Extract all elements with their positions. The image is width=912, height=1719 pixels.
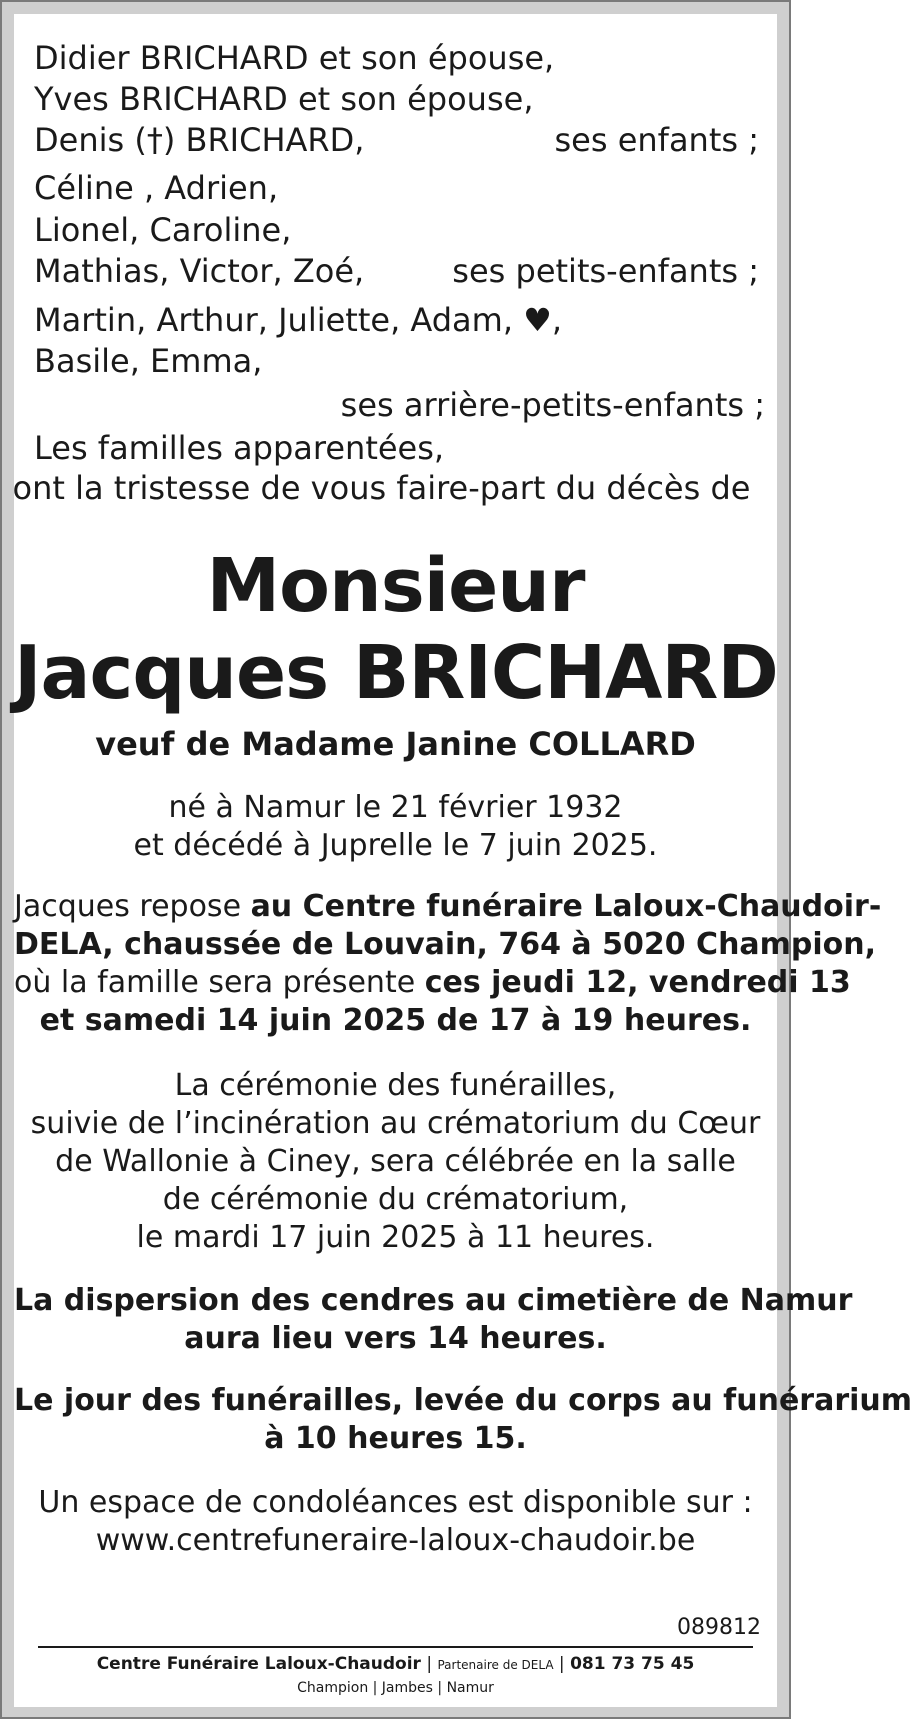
footer-locations: Champion | Jambes | Namur [297, 1680, 494, 1696]
departure-line-1: Le jour des funérailles, levée du corps au funérarium [14, 1383, 912, 1418]
grandchildren-label: ses petits-enfants ; [452, 252, 759, 290]
footer-separator-2: | [553, 1654, 571, 1674]
ceremony-line-1: La cérémonie des funérailles, [174, 1068, 617, 1103]
family-line-4: Céline , Adrien, [34, 169, 279, 207]
ceremony-line-2: suivie de l’incinération au crématorium du Cœur [30, 1106, 761, 1141]
ceremony-line-3: de Wallonie à Ciney, sera célébrée en la salle [55, 1144, 736, 1179]
visitation-line-1 [14, 888, 882, 926]
family-line-3: Denis (†) BRICHARD, [34, 121, 365, 159]
deceased-title: Monsieur [206, 543, 585, 629]
children-label: ses enfants ; [554, 121, 759, 159]
deceased-name: Jacques BRICHARD [14, 630, 778, 716]
footer-phone: 081 73 75 45 [570, 1654, 695, 1674]
dispersion-line-1: La dispersion des cendres au cimetière de Namur [14, 1283, 853, 1318]
departure-line-2: à 10 heures 15. [264, 1421, 527, 1456]
footer-company: Centre Funéraire Laloux-Chaudoir [96, 1654, 421, 1674]
birth-line: né à Namur le 21 février 1932 [168, 790, 623, 825]
footer-divider [38, 1646, 753, 1648]
condolences-line: Un espace de condoléances est disponible sur : [38, 1485, 753, 1520]
condolences-url[interactable]: www.centrefuneraire-laloux-chaudoir.be [95, 1523, 696, 1558]
family-line-7: Martin, Arthur, Juliette, Adam, ♥, [34, 301, 563, 339]
notice-reference: 089812 [677, 1615, 761, 1640]
visitation-line-2: DELA, chaussée de Louvain, 764 à 5020 Champion, [14, 927, 877, 962]
great-grandchildren-label: ses arrière-petits-enfants ; [340, 386, 765, 424]
family-line-6: Mathias, Victor, Zoé, [34, 252, 365, 290]
death-line: et décédé à Juprelle le 7 juin 2025. [133, 828, 658, 863]
ceremony-line-4: de cérémonie du crématorium, [162, 1182, 629, 1217]
announcement-intro: ont la tristesse de vous faire-part du décès de [12, 469, 751, 507]
family-line-1: Didier BRICHARD et son épouse, [34, 39, 555, 77]
family-line-8: Basile, Emma, [34, 342, 263, 380]
footer-partner: Partenaire de DELA [437, 1658, 554, 1672]
visitation-place-1: au Centre funéraire Laloux-Chaudoir- [250, 889, 882, 924]
visitation-dates-1: ces jeudi 12, vendredi 13 [424, 965, 851, 1000]
widower-line: veuf de Madame Janine COLLARD [95, 725, 696, 763]
footer-line-1 [14, 1652, 777, 1677]
visitation-text-1: Jacques repose [14, 889, 251, 924]
family-line-2: Yves BRICHARD et son épouse, [34, 80, 534, 118]
ceremony-line-5: le mardi 17 juin 2025 à 11 heures. [136, 1220, 655, 1255]
visitation-text-2: où la famille sera présente [14, 965, 425, 1000]
dispersion-line-2: aura lieu vers 14 heures. [184, 1321, 607, 1356]
footer-separator-1: | [420, 1654, 438, 1674]
obituary-notice [12, 14, 912, 1707]
visitation-line-3 [14, 964, 851, 1002]
visitation-line-4: et samedi 14 juin 2025 de 17 à 19 heures. [39, 1003, 752, 1038]
family-line-9: Les familles apparentées, [34, 429, 445, 467]
family-line-5: Lionel, Caroline, [34, 211, 292, 249]
